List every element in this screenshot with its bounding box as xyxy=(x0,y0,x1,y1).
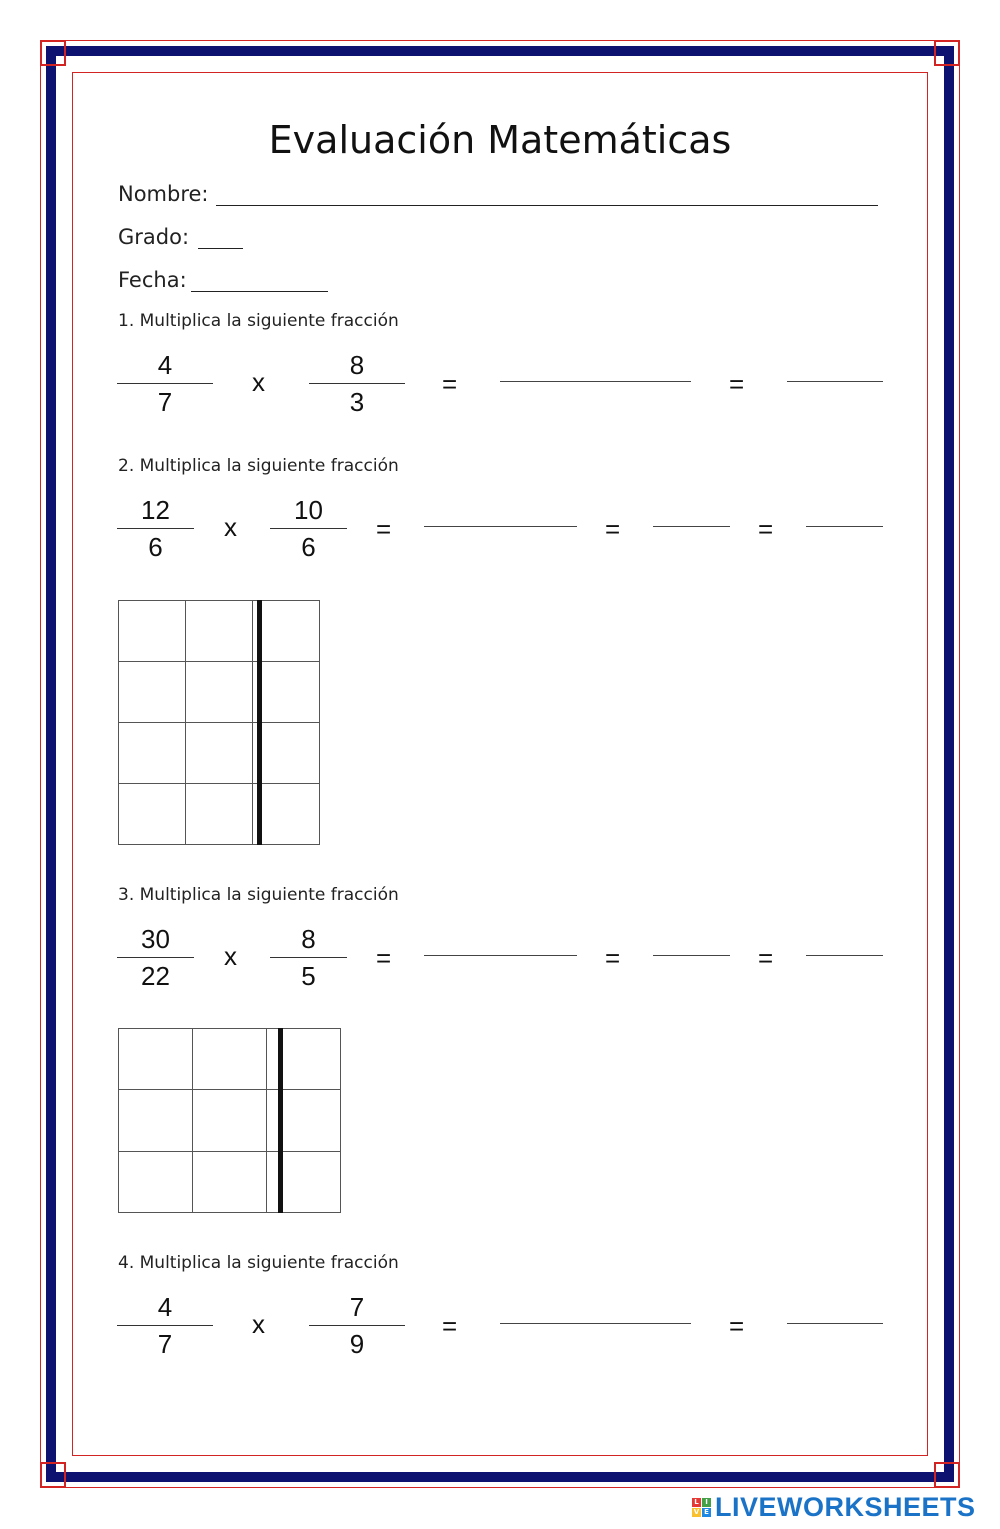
grid-cell[interactable] xyxy=(193,1151,267,1212)
logo-text: LIVEWORKSHEETS xyxy=(715,1491,976,1522)
grid-cell[interactable] xyxy=(186,601,253,662)
grade-field[interactable] xyxy=(198,248,243,249)
grid-cell[interactable] xyxy=(253,784,320,845)
numerator: 7 xyxy=(349,1292,365,1322)
multiply-sign: x xyxy=(224,512,237,542)
grid-cell[interactable] xyxy=(193,1029,267,1090)
corner-ornament-top-left xyxy=(40,40,66,66)
numerator: 4 xyxy=(157,1292,173,1322)
denominator: 9 xyxy=(349,1329,365,1359)
question-2-answer-3[interactable] xyxy=(806,526,883,527)
date-label: Fecha: xyxy=(118,268,187,292)
numerator: 8 xyxy=(301,924,316,954)
denominator: 3 xyxy=(349,387,365,417)
fraction-bar xyxy=(309,383,405,384)
question-3-fraction-b xyxy=(270,923,347,992)
equals-sign: = xyxy=(758,943,774,973)
question-4-fraction-b xyxy=(309,1291,405,1360)
multiply-sign: x xyxy=(224,941,237,971)
question-2-grid-divider xyxy=(257,600,262,845)
name-field[interactable] xyxy=(216,205,878,206)
corner-ornament-bottom-right xyxy=(934,1462,960,1488)
grid-cell[interactable] xyxy=(119,1090,193,1151)
question-3-answer-3[interactable] xyxy=(806,955,883,956)
fraction-bar xyxy=(270,957,347,958)
fraction-bar xyxy=(270,528,347,529)
logo-mark-letter: I xyxy=(702,1498,711,1507)
question-4-answer-2[interactable] xyxy=(787,1323,883,1324)
question-2-fraction-a xyxy=(117,494,194,563)
liveworksheets-mark-icon xyxy=(692,1498,711,1517)
name-label: Nombre: xyxy=(118,182,209,206)
equals-sign: = xyxy=(442,1311,458,1341)
fraction-bar xyxy=(117,528,194,529)
equals-sign: = xyxy=(605,514,621,544)
fraction-bar xyxy=(117,957,194,958)
grid-cell[interactable] xyxy=(253,723,320,784)
grid-cell[interactable] xyxy=(119,1151,193,1212)
grid-cell[interactable] xyxy=(193,1090,267,1151)
logo-mark-letter: V xyxy=(693,1507,700,1516)
date-field[interactable] xyxy=(191,291,328,292)
numerator: 8 xyxy=(349,350,365,380)
logo-mark-letter: L xyxy=(692,1498,701,1507)
equals-sign: = xyxy=(442,369,458,399)
liveworksheets-logo[interactable] xyxy=(692,1488,976,1526)
multiply-sign: x xyxy=(252,1309,265,1339)
equals-sign: = xyxy=(758,514,774,544)
question-3-grid-divider xyxy=(278,1028,283,1213)
question-4-label: 4. Multiplica la siguiente fracción xyxy=(118,1253,399,1273)
question-4-answer-1[interactable] xyxy=(500,1323,691,1324)
logo-mark-letter: E xyxy=(702,1508,711,1517)
corner-ornament-top-right xyxy=(934,40,960,66)
denominator: 7 xyxy=(157,387,173,417)
grid-cell[interactable] xyxy=(186,784,253,845)
question-3-grid xyxy=(118,1028,341,1213)
numerator: 4 xyxy=(157,350,173,380)
question-1-fraction-b xyxy=(309,349,405,418)
question-3-answer-1[interactable] xyxy=(424,955,577,956)
question-2-answer-2[interactable] xyxy=(653,526,730,527)
equals-sign: = xyxy=(729,1311,745,1341)
fraction-bar xyxy=(309,1325,405,1326)
question-3-answer-2[interactable] xyxy=(653,955,730,956)
question-1-label: 1. Multiplica la siguiente fracción xyxy=(118,311,399,331)
worksheet-title: Evaluación Matemáticas xyxy=(268,118,732,162)
grid-cell[interactable] xyxy=(253,662,320,723)
denominator: 6 xyxy=(301,532,316,562)
equals-sign: = xyxy=(376,943,392,973)
corner-ornament-bottom-left xyxy=(40,1462,66,1488)
numerator: 12 xyxy=(141,495,170,525)
question-4-fraction-a xyxy=(117,1291,213,1360)
fraction-bar xyxy=(117,383,213,384)
grid-cell[interactable] xyxy=(119,1029,193,1090)
question-1-answer-2[interactable] xyxy=(787,381,883,382)
question-3-fraction-a xyxy=(117,923,194,992)
denominator: 5 xyxy=(301,961,316,991)
numerator: 30 xyxy=(141,924,170,954)
multiply-sign: x xyxy=(252,367,265,397)
grid-cell[interactable] xyxy=(253,601,320,662)
question-2-answer-1[interactable] xyxy=(424,526,577,527)
grid-cell[interactable] xyxy=(119,784,186,845)
denominator: 7 xyxy=(157,1329,173,1359)
question-2-grid xyxy=(118,600,320,845)
equals-sign: = xyxy=(376,514,392,544)
grid-cell[interactable] xyxy=(186,723,253,784)
question-3-label: 3. Multiplica la siguiente fracción xyxy=(118,885,399,905)
numerator: 10 xyxy=(294,495,323,525)
grid-cell[interactable] xyxy=(119,601,186,662)
denominator: 6 xyxy=(148,532,163,562)
fraction-bar xyxy=(117,1325,213,1326)
grid-cell[interactable] xyxy=(186,662,253,723)
question-1-fraction-a xyxy=(117,349,213,418)
question-1-answer-1[interactable] xyxy=(500,381,691,382)
question-2-fraction-b xyxy=(270,494,347,563)
grid-cell[interactable] xyxy=(119,662,186,723)
grade-label: Grado: xyxy=(118,225,190,249)
question-2-label: 2. Multiplica la siguiente fracción xyxy=(118,456,399,476)
grid-cell[interactable] xyxy=(119,723,186,784)
equals-sign: = xyxy=(729,369,745,399)
denominator: 22 xyxy=(141,961,170,991)
equals-sign: = xyxy=(605,943,621,973)
